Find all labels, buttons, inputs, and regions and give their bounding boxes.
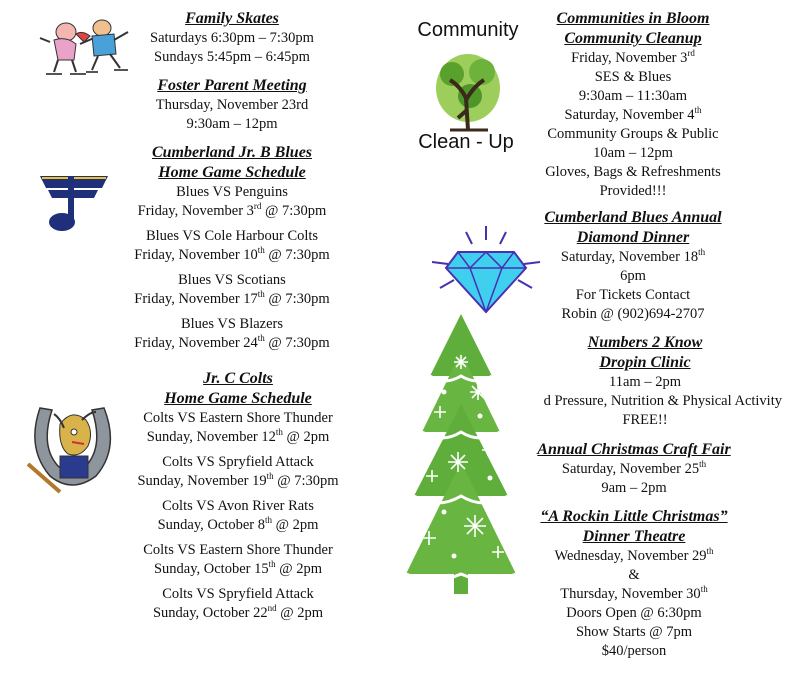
family-skaters-illustration [36,12,132,78]
game-matchup: Blues VS Blazers [180,316,284,332]
cleanup-friday-date: Friday, November 3rd [571,48,695,66]
game-matchup: Colts VS Spryfield Attack [162,454,314,470]
cleanup-section [528,9,738,201]
game-date: Sunday, November 12th @ 2pm [146,427,330,445]
diamond-dinner-section [518,208,748,324]
theatre-date-thursday: Thursday, November 30th [560,584,708,602]
community-cleanup-logo [404,14,534,154]
clinic-topics: d Pressure, Nutrition & Physical Activity [543,393,782,409]
diamond-dinner-title-line1: Cumberland Blues Annual [544,209,722,226]
cleanup-provided: Provided!!! [599,183,667,199]
cleanup-title-line2: Community Cleanup [564,30,702,47]
game-date: Friday, November 17th @ 7:30pm [134,289,330,307]
game-date: Friday, November 24th @ 7:30pm [134,333,330,351]
theatre-doors: Doors Open @ 6:30pm [566,605,702,621]
numbers-clinic-section [500,333,790,430]
blues-music-note-logo [38,172,110,234]
game-matchup: Blues VS Penguins [176,184,288,200]
dinner-theatre-section [512,507,756,661]
colts-horse-horseshoe-logo [20,398,124,494]
game-date: Sunday, October 22nd @ 2pm [152,603,324,621]
theatre-price: $40/person [601,643,667,659]
craft-fair-title: Annual Christmas Craft Fair [537,441,731,458]
theatre-title-line2: Dinner Theatre [582,528,686,545]
diamond-dinner-tickets: For Tickets Contact [575,287,691,303]
cleanup-logo-top-text: Community [417,19,519,41]
cleanup-saturday-date: Saturday, November 4th [564,105,702,123]
foster-parent-date: Thursday, November 23rd [155,97,309,113]
list-item [122,183,342,221]
craft-fair-section [512,440,756,498]
list-item [122,409,354,447]
theatre-ampersand: & [628,567,640,583]
blues-title-line1: Cumberland Jr. B Blues [151,144,313,161]
list-item [122,541,354,579]
cleanup-title-line1: Communities in Bloom [556,10,710,27]
diamond-dinner-date: Saturday, November 18th [560,247,706,265]
foster-parent-time: 9:30am – 12pm [186,116,278,132]
game-matchup: Blues VS Cole Harbour Colts [145,228,319,244]
family-skates-saturdays: Saturdays 6:30pm – 7:30pm [150,30,314,46]
theatre-title-line1: “A Rockin Little Christmas” [540,508,728,525]
game-date: Friday, November 3rd @ 7:30pm [137,201,327,219]
theatre-date-wednesday: Wednesday, November 29th [554,546,714,564]
list-item [122,271,342,309]
game-matchup: Colts VS Avon River Rats [162,498,314,514]
cleanup-saturday-groups: Community Groups & Public [547,126,719,142]
diamond-dinner-title-line2: Diamond Dinner [576,229,690,246]
game-matchup: Colts VS Eastern Shore Thunder [143,542,333,558]
family-skates-section [132,9,332,67]
game-date: Friday, November 10th @ 7:30pm [134,245,330,263]
blues-title-line2: Home Game Schedule [158,164,306,181]
cleanup-friday-groups: SES & Blues [594,69,672,85]
list-item [122,497,354,535]
game-date: Sunday, October 8th @ 2pm [157,515,319,533]
game-matchup: Blues VS Scotians [178,272,286,288]
game-date: Sunday, October 15th @ 2pm [153,559,323,577]
clinic-title-line2: Dropin Clinic [599,354,691,371]
game-matchup: Colts VS Eastern Shore Thunder [143,410,333,426]
family-skates-sundays: Sundays 5:45pm – 6:45pm [154,49,310,65]
colts-game-list [122,409,354,623]
game-date: Sunday, November 19th @ 7:30pm [137,471,339,489]
craft-fair-time: 9am – 2pm [601,480,667,496]
cleanup-saturday-time: 10am – 12pm [593,145,673,161]
foster-parent-title: Foster Parent Meeting [157,77,307,94]
clinic-time: 11am – 2pm [609,374,681,390]
theatre-show: Show Starts @ 7pm [575,624,693,640]
family-skates-title: Family Skates [185,10,279,27]
cleanup-friday-time: 9:30am – 11:30am [578,88,688,104]
list-item [122,453,354,491]
colts-title-line2: Home Game Schedule [164,390,312,407]
blues-schedule-section [122,143,342,353]
cleanup-supplies: Gloves, Bags & Refreshments [545,164,721,180]
diamond-dinner-time: 6pm [620,268,646,284]
clinic-title-line1: Numbers 2 Know [587,334,703,351]
diamond-dinner-contact: Robin @ (902)694-2707 [561,306,705,322]
blues-game-list [122,183,342,353]
foster-parent-section [132,76,332,134]
list-item [122,585,354,623]
cleanup-logo-bottom-text: Clean - Up [418,131,514,153]
list-item [122,315,342,353]
list-item [122,227,342,265]
game-matchup: Colts VS Spryfield Attack [162,586,314,602]
colts-schedule-section [122,369,354,623]
craft-fair-date: Saturday, November 25th [561,459,707,477]
colts-title-line1: Jr. C Colts [203,370,273,387]
clinic-free: FREE!! [622,412,668,428]
